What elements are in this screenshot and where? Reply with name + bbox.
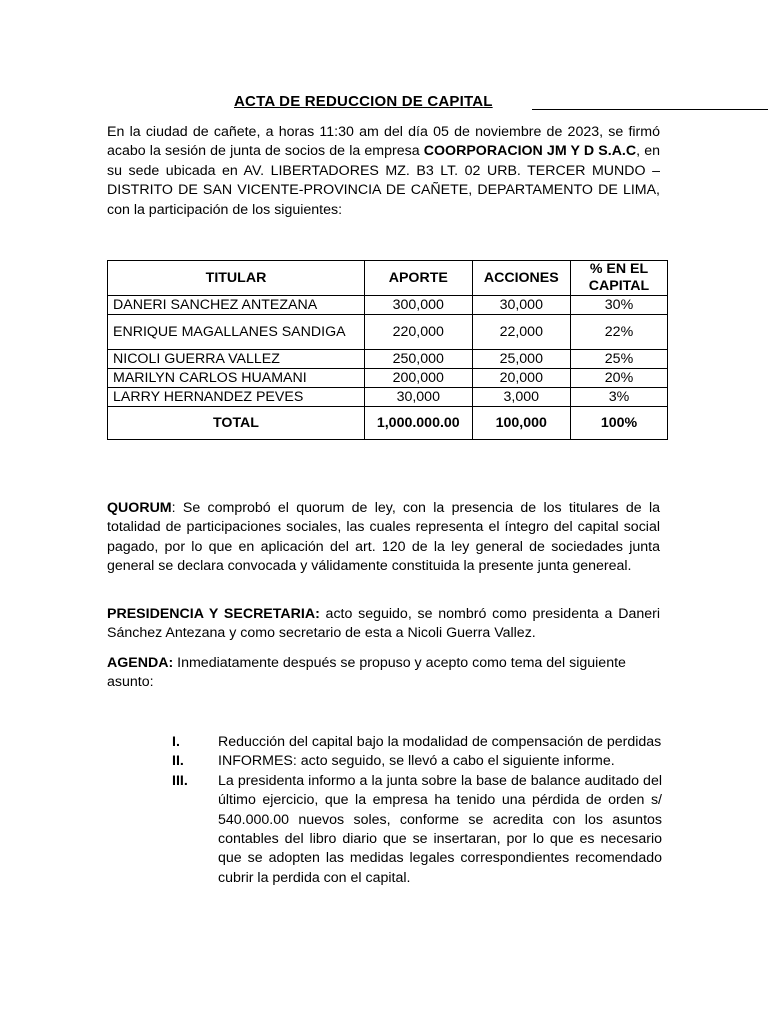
table-header-row [108, 261, 668, 296]
company-name: COORPORACION JM Y D S.A.C [423, 143, 637, 160]
cell-porcentaje: 30% [571, 296, 668, 315]
total-acciones: 100,000 [472, 407, 570, 440]
cell-acciones: 3,000 [472, 388, 570, 407]
total-label: TOTAL [108, 407, 365, 440]
cell-porcentaje: 25% [571, 350, 668, 369]
capital-table [107, 260, 668, 440]
cell-titular: MARILYN CARLOS HUAMANI [108, 369, 365, 388]
presidencia-label: PRESIDENCIA Y SECRETARIA: [107, 606, 320, 622]
total-aporte: 1,000.000.00 [365, 407, 473, 440]
list-item [172, 733, 662, 752]
list-item-number: II. [172, 753, 184, 770]
table-row [108, 388, 668, 407]
intro-paragraph [107, 123, 660, 220]
cell-acciones: 22,000 [472, 315, 570, 350]
cell-aporte: 250,000 [365, 350, 473, 369]
table-total-row [108, 407, 668, 440]
intro-text-2: , en su sede ubicada en AV. LIBERTADORES MZ. B3 LT. 02 URB. TERCER MUNDO – DISTRITO DE SAN VICENTE-PROVINCIA DE CAÑETE, DEPARTAMENTO DE LIMA, con la participación de los siguientes: [107, 143, 660, 218]
cell-titular: NICOLI GUERRA VALLEZ [108, 350, 365, 369]
header-aporte: APORTE [365, 261, 473, 296]
cell-aporte: 220,000 [365, 315, 473, 350]
quorum-paragraph [107, 499, 660, 577]
cell-acciones: 25,000 [472, 350, 570, 369]
cell-aporte: 200,000 [365, 369, 473, 388]
header-titular: TITULAR [108, 261, 365, 296]
list-item-text: La presidenta informo a la junta sobre la base de balance auditado del último ejercicio, que la empresa ha tenido una pérdida de orden s/ 540.000.00 nuevos soles, conforme se acredita con los asuntos contables del libro diario que se insertaran, por lo que es necesario que se adopten las medidas legales correspondientes recomendado cubrir la perdida con el capital. [218, 772, 662, 886]
table-row [108, 369, 668, 388]
presidencia-paragraph [107, 605, 660, 644]
list-item-text: Reducción del capital bajo la modalidad de compensación de perdidas [218, 734, 662, 750]
quorum-text: : Se comprobó el quorum de ley, con la presencia de los titulares de la totalidad de participaciones sociales, las cuales representa el íntegro del capital social pagado, por lo que en aplicación del art. 120 de la ley general de sociedades junta general se declara convocada y válidamente constituida la presente junta genereal. [107, 500, 660, 575]
presidencia-text: acto seguido, se nombró como presidenta a Daneri Sánchez Antezana y como secretario de esta a Nicoli Guerra Vallez. [107, 606, 660, 642]
header-acciones: ACCIONES [472, 261, 570, 296]
agenda-list [172, 733, 662, 888]
document-title: ACTA DE REDUCCION DE CAPITAL [234, 93, 493, 110]
cell-porcentaje: 3% [571, 388, 668, 407]
list-item-number: I. [172, 734, 180, 750]
intro-text-1: En la ciudad de cañete, a horas 11:30 am del día 05 de noviembre de 2023, se firmó acabo la sesión de junta de socios de la empresa [107, 124, 660, 160]
cell-titular: ENRIQUE MAGALLANES SANDIGA [108, 315, 365, 350]
list-item [172, 772, 662, 888]
cell-porcentaje: 20% [571, 369, 668, 388]
cell-titular: LARRY HERNANDEZ PEVES [108, 388, 365, 407]
agenda-text: Inmediatamente después se propuso y acepto como tema del siguiente asunto: [107, 655, 626, 691]
agenda-label: AGENDA: [107, 655, 174, 671]
list-item [172, 752, 662, 771]
table-row [108, 315, 668, 350]
table-row [108, 296, 668, 315]
cell-porcentaje: 22% [571, 315, 668, 350]
list-item-text: INFORMES: acto seguido, se llevó a cabo el siguiente informe. [218, 753, 615, 770]
cell-titular: DANERI SANCHEZ ANTEZANA [108, 296, 365, 315]
total-porcentaje: 100% [571, 407, 668, 440]
cell-acciones: 30,000 [472, 296, 570, 315]
table-row [108, 350, 668, 369]
header-porcentaje: % EN EL CAPITAL [571, 261, 668, 296]
list-item-number: III. [172, 772, 188, 789]
agenda-paragraph [107, 654, 660, 693]
cell-aporte: 300,000 [365, 296, 473, 315]
cell-aporte: 30,000 [365, 388, 473, 407]
cell-acciones: 20,000 [472, 369, 570, 388]
quorum-label: QUORUM [107, 500, 172, 516]
title-underline-rule [532, 109, 768, 110]
